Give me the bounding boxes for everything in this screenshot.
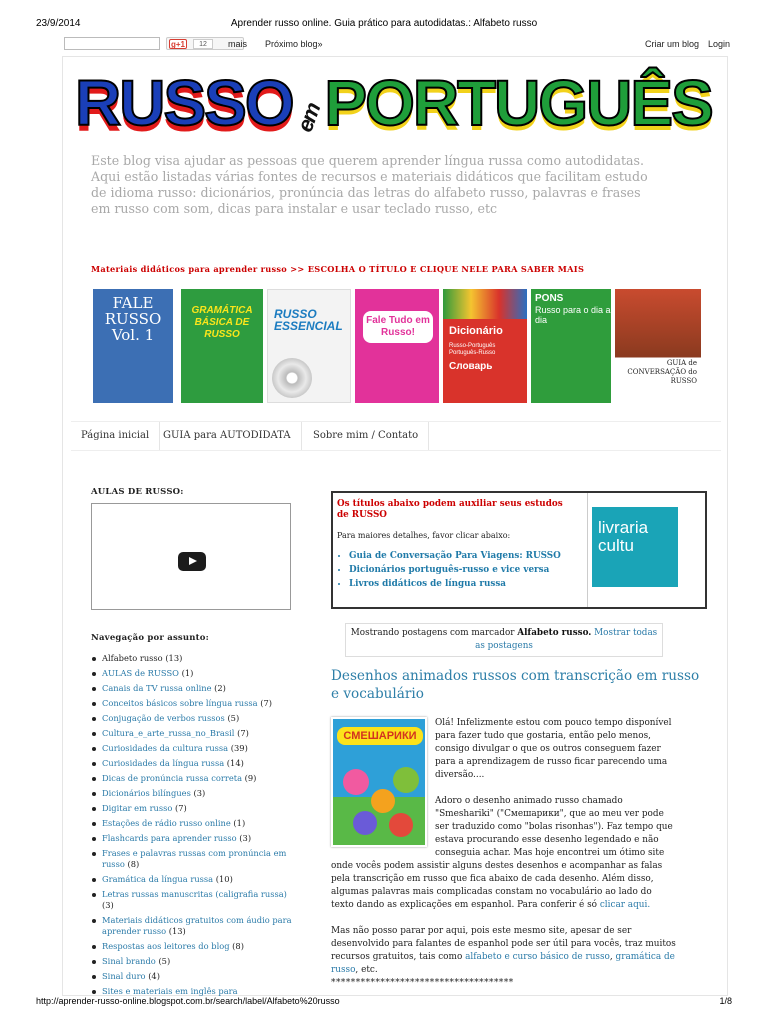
next-blog-link[interactable]: Próximo blog» (265, 39, 323, 49)
book-russo-essencial[interactable] (267, 289, 351, 403)
book-covers-strip (93, 289, 703, 405)
study-title-link[interactable]: • Guia de Conversação Para Viagens: RUSSO (349, 549, 561, 563)
blogger-navbar (60, 34, 732, 54)
book-gramatica-basica[interactable] (181, 289, 263, 403)
label-notice-label: Alfabeto russo. (517, 628, 592, 638)
category-link[interactable]: Sites e materiais em inglês para (102, 986, 238, 996)
book-subtitle: Russo para o dia a dia (535, 305, 611, 325)
alphabet-course-link[interactable]: alfabeto e curso básico de russo (465, 952, 610, 962)
category-count: (7) (260, 698, 272, 708)
category-count: (7) (237, 728, 249, 738)
category-link[interactable]: Curiosidades da língua russa (102, 758, 225, 768)
materials-heading: Materiais didáticos para aprender russo >> ESCOLHA O TÍTULO E CLIQUE NELE PARA SABER MAIS (91, 264, 585, 274)
category-link[interactable]: Dicas de pronúncia russa correta (102, 773, 243, 783)
category-count: (7) (175, 803, 187, 813)
categories-title: Navegação por assunto: (91, 633, 210, 643)
category-list (91, 653, 301, 997)
category-link[interactable]: Canais da TV russa online (102, 683, 212, 693)
category-count: (8) (127, 859, 140, 869)
list-item (91, 743, 301, 754)
list-item (91, 956, 301, 967)
print-date: 23/9/2014 (36, 18, 81, 29)
category-count: (9) (244, 773, 257, 783)
list-item (91, 668, 301, 679)
grammar-link[interactable]: gramática de russo (331, 952, 675, 975)
category-count: (3) (193, 788, 206, 798)
category-link[interactable]: Materiais didáticos gratuitos com áudio para aprender russo (102, 915, 292, 936)
category-link[interactable]: Letras russas manuscritas (caligrafia russa) (102, 889, 287, 899)
category-count: (1) (233, 818, 246, 828)
study-titles-heading: Os títulos abaixo podem auxiliar seus estudos de RUSSO (337, 499, 563, 520)
blog-page (62, 56, 728, 996)
more-link[interactable]: mais (228, 39, 248, 49)
study-titles-subtext: Para maiores detalhes, favor clicar abaixo: (337, 531, 511, 540)
book-title: GUIA de CONVERSAÇÃO do RUSSO (627, 359, 697, 385)
category-count: (3) (102, 900, 114, 910)
category-count: (10) (215, 874, 233, 884)
separator: , (609, 952, 613, 962)
category-link[interactable]: Digitar em russo (102, 803, 173, 813)
play-icon[interactable] (178, 552, 206, 571)
list-item (91, 833, 301, 844)
category-count: (2) (214, 683, 226, 693)
google-plus-count: 12 (193, 39, 213, 49)
smeshariki-logo: СМЕШАРИКИ (337, 727, 423, 745)
print-page-title: Aprender russo online. Guia prático para autodidatas.: Alfabeto russo (230, 18, 538, 29)
study-titles-box (331, 491, 707, 609)
list-item (91, 653, 301, 664)
category-link[interactable]: Curiosidades da cultura russa (102, 743, 229, 753)
print-header (0, 0, 768, 34)
tab-home[interactable]: Página inicial (71, 422, 160, 450)
label-filter-notice (345, 623, 663, 657)
google-plus-icon: g+1 (170, 40, 185, 49)
post-paragraph-text: Mas não posso parar por aqui, pois este mesmo site, apesar de ser desenvolvido para falantes de espanhol pode ser útil para vocês, traz muitos recursos gratuitos, tais como (331, 926, 676, 962)
list-item (91, 818, 301, 829)
category-link[interactable]: Gramática da língua russa (102, 874, 214, 884)
show-all-posts-link[interactable]: Mostrar todas as postagens (475, 628, 658, 651)
category-count: (13) (165, 653, 183, 663)
list-item (91, 728, 301, 739)
login-link[interactable]: Login (707, 39, 730, 49)
list-item (91, 773, 301, 784)
category-count: (5) (227, 713, 240, 723)
category-count: (39) (230, 743, 248, 753)
book-fale-russo[interactable] (93, 289, 173, 403)
tab-guia-autodidata[interactable]: GUIA para AUTODIDATA (153, 422, 302, 450)
livraria-cultura-ad[interactable] (587, 493, 705, 607)
logo-word-portugues: PORTUGUÊS (324, 67, 712, 139)
post-title[interactable]: Desenhos animados russos com transcrição em russo e vocabulário (331, 668, 700, 702)
list-item (91, 848, 301, 870)
book-title: RUSSO ESSENCIAL (274, 307, 343, 333)
logo-text (75, 67, 712, 154)
book-title: Fale Tudo em Russo! (363, 311, 433, 343)
category-count: (1) (181, 668, 194, 678)
post-paragraph-2 (331, 795, 677, 912)
blog-logo[interactable] (75, 67, 712, 139)
book-title: GRAMÁTICA BÁSICA DE RUSSO (191, 305, 253, 340)
print-url: http://aprender-russo-online.blogspot.com.br/search/label/Alfabeto%20russo (36, 996, 340, 1006)
create-blog-link[interactable]: Criar um blog (644, 39, 699, 49)
category-link[interactable]: Conjugação de verbos russos (102, 713, 225, 723)
book-title: PONS (535, 293, 564, 304)
book-guia-conversacao[interactable] (615, 289, 701, 403)
print-footer (0, 994, 768, 1024)
study-titles-list (339, 549, 561, 591)
book-subtitle: Russo-Português Português-Russo (449, 343, 496, 356)
book-fale-tudo-em-russo[interactable] (355, 289, 439, 403)
study-title-link[interactable]: • Livros didáticos de língua russa (349, 577, 561, 591)
page-tabs (71, 421, 721, 451)
category-link[interactable]: Respostas aos leitores do blog (102, 941, 230, 951)
list-item (91, 698, 301, 709)
list-item (91, 915, 301, 937)
category-link[interactable]: Estações de rádio russo online (102, 818, 231, 828)
study-title-link[interactable]: • Dicionários português-russo e vice versa (349, 563, 561, 577)
category-link[interactable]: Frases e palavras russas com pronúncia em russo (102, 848, 287, 869)
list-item (91, 889, 301, 911)
post-paragraph-end: , etc. (355, 965, 378, 975)
book-title-ru: Словарь (449, 361, 493, 372)
category-link[interactable]: Conceitos básicos sobre língua russa (102, 698, 258, 708)
category-count: (4) (148, 971, 160, 981)
blog-description: Este blog visa ajudar as pessoas que querem aprender língua russa como autodidatas. Aqui estão listadas várias fontes de recursos e materiais didáticos que facilitam estudo de idioma russo: dicionários, pronúncia das letras do alfabeto russo, palavras e frases em russo com som, dicas para instalar e usar teclado russo, etc (91, 153, 648, 216)
post-paragraph: Olá! Infelizmente estou com pouco tempo disponível para fazer tudo que gostaria, então pelo menos, consigo divulgar o que os outros conseguem fazer para a aprendizagem de russo ficar parecendo uma diversão.... (435, 718, 672, 780)
category-count: (13) (168, 926, 186, 936)
post-paragraph-text: Adoro o desenho animado russo chamado "Smeshariki" ("Смешарики", que ao meu ver pode ser traduzido como "bolas risonhas"). Faz tempo que estava procurando esse desenho legendado e não conseguia achar. Mas hoje encontrei um ótimo site onde vocês podem assistir alguns destes desenhos e acompanhar as falas pela transcrição em russo que fica abaixo de cada desenho. Além disso, algumas palavras mais complicadas constam no vocabulário ao lado do texto dando as explicações em espanhol. Para conferir é só (331, 796, 673, 910)
category-link[interactable]: Flashcards para aprender russo (102, 833, 237, 843)
list-item (91, 758, 301, 769)
label-notice-prefix: Mostrando postagens com marcador (350, 628, 515, 638)
cd-icon (272, 358, 312, 398)
post-body (331, 717, 677, 1003)
category-count: (3) (239, 833, 252, 843)
book-dicionario[interactable] (443, 289, 527, 403)
print-page-number: 1/8 (719, 996, 732, 1006)
video-player[interactable] (91, 503, 291, 610)
click-here-link[interactable]: clicar aqui. (599, 900, 651, 910)
logo-word-em: em (291, 100, 325, 136)
category-link[interactable]: Dicionários bilíngues (102, 788, 191, 798)
list-item (91, 941, 301, 952)
list-item (91, 683, 301, 694)
video-widget-title: AULAS DE RUSSO: (91, 487, 184, 497)
post-paragraph-3 (331, 925, 677, 990)
navbar-search-input[interactable] (64, 37, 160, 50)
category-link[interactable]: Sinal brando (102, 956, 156, 966)
list-item (91, 713, 301, 724)
tab-sobre-mim[interactable]: Sobre mim / Contato (303, 422, 429, 450)
category-count: (14) (226, 758, 244, 768)
list-item (91, 874, 301, 885)
logo-word-russo: RUSSO (75, 67, 293, 139)
ad-logo: livraria cultu (592, 507, 678, 587)
onion-domes-illustration (443, 289, 527, 319)
book-title: Dicionário (449, 325, 503, 337)
sidebar (91, 487, 301, 1001)
list-item (91, 803, 301, 814)
book-title: FALE RUSSO Vol. 1 (104, 294, 162, 344)
list-item (91, 788, 301, 799)
category-link[interactable]: Cultura_e_arte_russa_no_Brasil (102, 728, 235, 738)
category-count: (5) (158, 956, 171, 966)
book-pons[interactable] (531, 289, 611, 403)
list-item (91, 971, 301, 982)
category-count: (8) (232, 941, 244, 951)
category-link[interactable]: Sinal duro (102, 971, 146, 981)
category-label: Alfabeto russo (102, 653, 163, 663)
category-link[interactable]: AULAS de RUSSO (102, 668, 179, 678)
post-separator-stars: ************************************* (331, 978, 514, 988)
